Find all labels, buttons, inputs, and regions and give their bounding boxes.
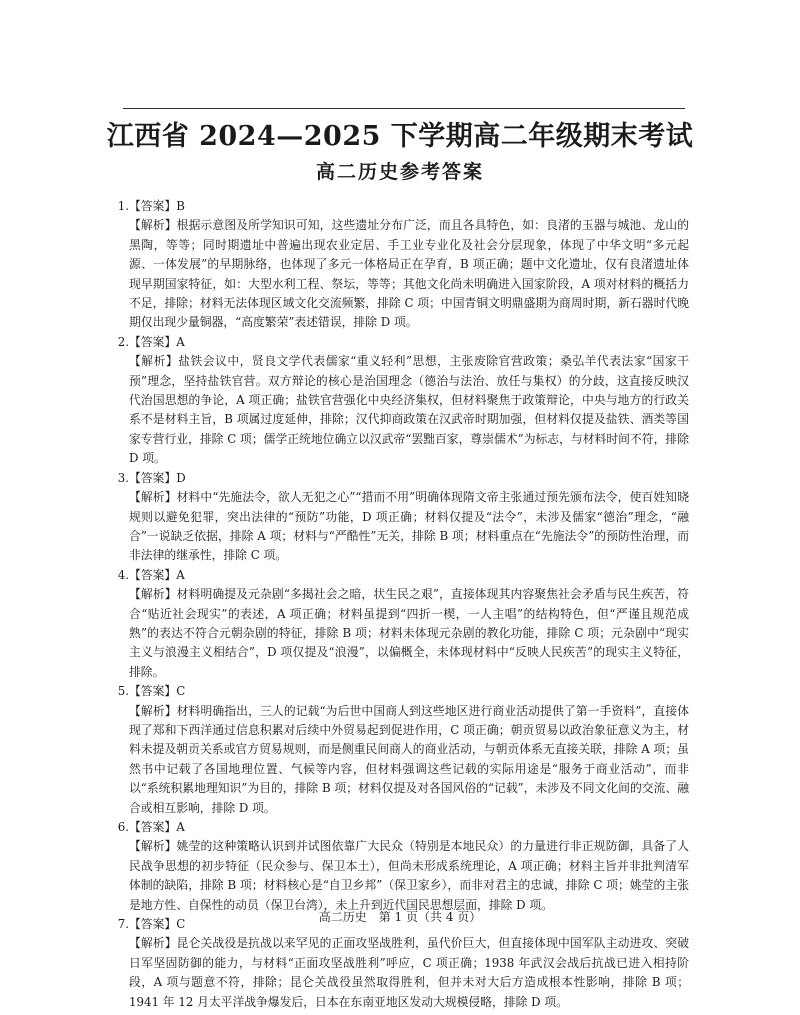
answer-list bbox=[117, 197, 689, 1012]
question-item-4 bbox=[117, 566, 689, 682]
analysis-text: 【解析】材料明确提及元杂剧“多揭社会之暗，状生民之艰”，直接体现其内容聚焦社会矛盾与民生疾苦，符合“贴近社会现实”的表述，A 项正确；材料虽提到“四折一楔，一人主唱”的结构特色，但“严谨且规范成熟”的表达不符合元朝杂剧的特征，排除 B 项；材料未体现元杂剧的教化功能，排除 C 项；元杂剧中“现实主义与浪漫主义相结合”，D 项仅提及“浪漫”，以偏概全，未体现材料中“反映人民疾苦”的现实主义特征，排除。 bbox=[129, 587, 689, 679]
question-item-6 bbox=[117, 818, 689, 915]
question-number: 2. bbox=[117, 334, 129, 349]
question-number: 6. bbox=[117, 820, 129, 834]
question-number: 3. bbox=[117, 470, 129, 485]
question-number: 7. bbox=[117, 917, 129, 932]
answer-key: 【答案】B bbox=[129, 199, 185, 213]
question-number: 4. bbox=[117, 567, 129, 582]
analysis-text: 【解析】盐铁会议中，贤良文学代表儒家“重义轻利”思想，主张废除官营政策；桑弘羊代表法家“国家干预”理念，坚持盐铁官营。双方辩论的核心是治国理念（德治与法治、放任与集权）的分歧，这直接反映汉代治国思想的争论，A 项正确；盐铁官营强化中央经济集权，但材料聚焦于政策辩论，中央与地方的行政关系不是材料主旨，B 项属过度延伸，排除；汉代抑商政策在汉武帝时期加强，但材料仅提及盐铁、酒类等国家专营行业，排除 C 项；儒学正统地位确立以汉武帝“罢黜百家，尊崇儒术”为标志，与材料时间不符，排除 D 项。 bbox=[129, 354, 689, 466]
answer-key: 【答案】A bbox=[129, 334, 185, 349]
answer-key: 【答案】A bbox=[129, 820, 185, 834]
answer-key: 【答案】D bbox=[129, 470, 186, 485]
exam-subtitle: 高二历史参考答案 bbox=[315, 161, 484, 183]
question-item-1 bbox=[117, 197, 689, 333]
analysis-text: 【解析】材料中“先施法令，欲人无犯之心”“措而不用”明确体现隋文帝主张通过预先颁布法令，使百姓知晓规则以避免犯罪，突出法律的“预防”功能，D 项正确；材料仅提及“法令”，未涉及儒家“德治”理念，“融合”一说缺乏依据，排除 A 项；材料与“严酷性”无关，排除 B 项；材料重点在“先施法令”的预防性治理，而非法律的继承性，排除 C 项。 bbox=[129, 490, 689, 563]
question-item-5 bbox=[117, 682, 689, 818]
analysis-text: 【解析】昆仑关战役是抗战以来罕见的正面攻坚战胜利，虽代价巨大，但直接体现中国军队主动进攻、突破日军坚固防御的能力，与材料“正面攻坚战胜利”呼应，C 项正确；1938 年武汉会战后抗战已进入相持阶段，A 项与题意不符，排除；昆仑关战役虽然取得胜利，但并未对大后方造成根本性影响，排除 B 项；1941 年 12 月太平洋战争爆发后，日本在东南亚地区发动大规模侵略，排除 D 项。 bbox=[129, 936, 689, 1009]
page-footer: 高二历史 第 1 页（共 4 页） bbox=[318, 910, 482, 924]
answer-key: 【答案】C bbox=[129, 684, 186, 699]
question-number: 1. bbox=[117, 199, 129, 213]
question-item-2 bbox=[117, 333, 689, 469]
answer-key: 【答案】A bbox=[129, 567, 185, 582]
question-number: 5. bbox=[117, 684, 129, 699]
answer-key: 【答案】C bbox=[129, 917, 186, 932]
analysis-text: 【解析】姚莹的这种策略认识到并试图依靠广大民众（特别是本地民众）的力量进行非正规防御，具备了人民战争思想的初步特征（民众参与、保卫本土），但尚未形成系统理论，A 项正确；材料主旨并非批判清军体制的缺陷，排除 B 项；材料核心是“自卫乡邦”（保卫家乡），而非对君主的忠诚，排除 C 项；姚莹的主张是地方性、自保性的动员（保卫台湾），未上升到近代国民思想层面，排除 D 项。 bbox=[129, 839, 689, 912]
analysis-text: 【解析】材料明确指出，三人的记载“为后世中国商人到这些地区进行商业活动提供了第一手资料”，直接体现了郑和下西洋通过信息积累对后续中外贸易起到促进作用，C 项正确；朝贡贸易以政治象征意义为主，材料未提及朝贡关系或官方贸易规则，而是侧重民间商人的商业活动，与朝贡体系无直接关联，排除 A 项；虽然书中记载了各国地理位置、气候等内容，但材料强调这些记载的实际用途是“服务于商业活动”，而非以“系统积累地理知识”为目的，排除 B 项；材料仅提及对各国风俗的“记载”，未涉及不同文化间的交流、融合或相互影响，排除 D 项。 bbox=[129, 703, 689, 815]
analysis-text: 【解析】根据示意图及所学知识可知，这些遗址分布广泛，而且各具特色，如：良渚的玉器与城池、龙山的黑陶，等等；同时期遗址中普遍出现农业定居、手工业专业化及社会分层现象，体现了中华文明“多元起源、一体发展”的早期脉络，也体现了多元一体格局正在孕育，B 项正确；题中文化遗址，仅有良渚遗址体现早期国家特征，如：大型水利工程、祭坛，等等；其他文化尚未明确进入国家阶段，A 项对材料的概括力不足，排除；材料无法体现区域文化交流频繁，排除 C 项；中国青铜文明鼎盛期为商周时期，新石器时代晚期仅出现少量铜器，“高度繁荣”表述错误，排除 D 项。 bbox=[129, 218, 689, 330]
exam-title: 江西省 2024—2025 下学期高二年级期末考试 bbox=[106, 121, 694, 152]
header-rule bbox=[123, 108, 685, 109]
question-item-3 bbox=[117, 469, 689, 566]
question-item-7 bbox=[117, 915, 689, 1012]
